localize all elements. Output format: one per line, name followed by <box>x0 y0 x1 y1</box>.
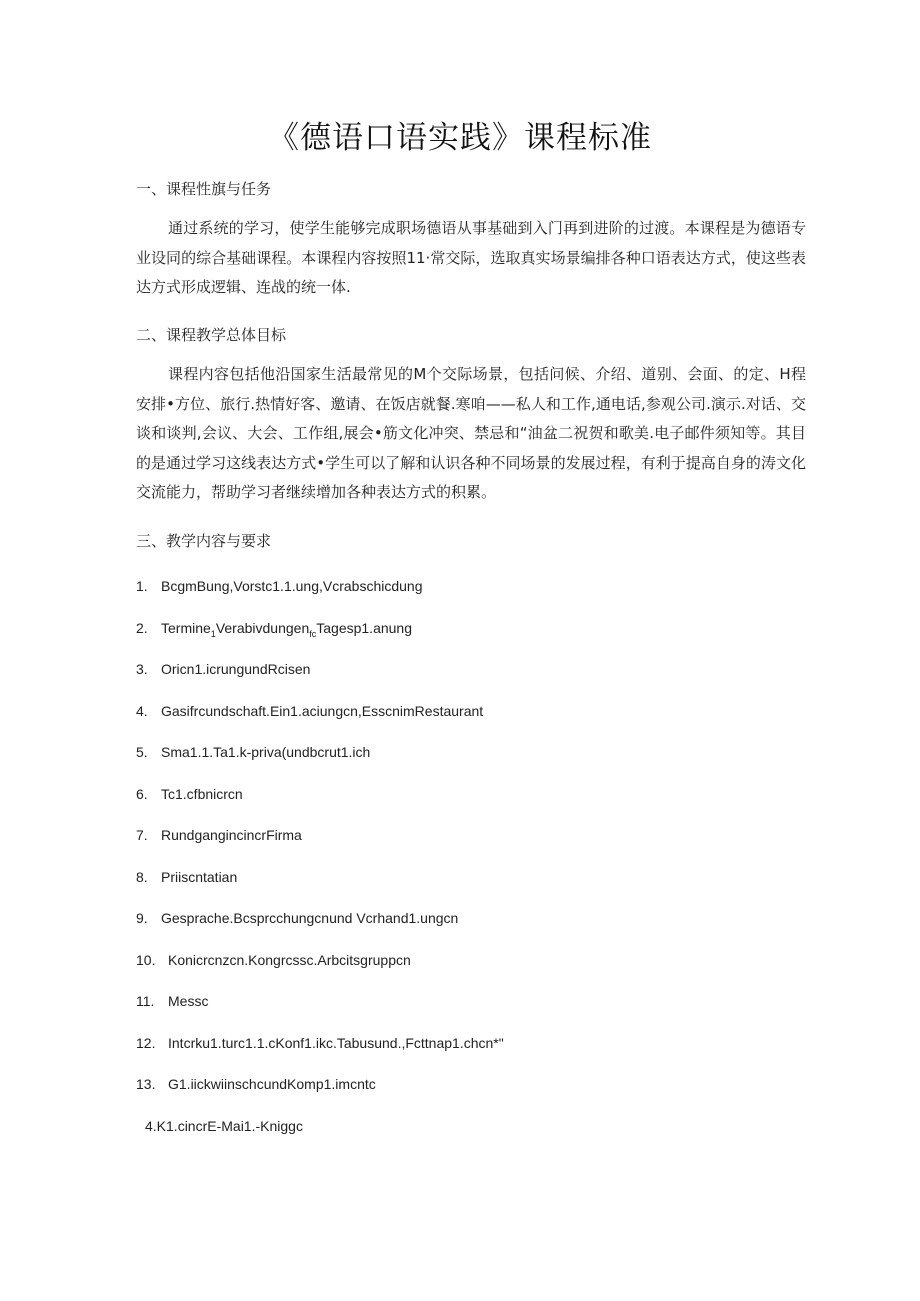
list-text: RundgangincincrFirma <box>161 827 302 843</box>
section-paragraph-2: 课程内容包括他沿国家生活最常见的M个交际场景，包括问候、介绍、道别、会面、的定、H程安排•方位、旅行.热情好客、邀请、在饭店就餐.寒咱——私人和工作,通电话,参观公司.演示.对话、交谈和谈判,会议、大会、工作组,展会•筋文化冲突、禁忌和“油盆二祝贺和歌美.电子邮件须知等。其目的是通过学习这线表达方式•学生可以了解和认识各种不同场景的发展过程，有利于提高自身的涛文化交流能力，帮助学习者继续增加各种表达方式的积累。 <box>136 365 806 501</box>
list-text: G1.iickwiinschcundKomp1.imcntc <box>168 1076 376 1092</box>
list-text: Konicrcnzcn.Kongrcssc.Arbcitsgruppcn <box>168 952 411 968</box>
list-number: 3. <box>136 661 148 677</box>
section-heading-3: 三、教学内容与要求 <box>136 532 272 550</box>
list-text: Gasifrcundschaft.Ein1.aciungcn,EsscnimRestaurant <box>161 703 484 719</box>
list-item <box>136 993 208 1009</box>
list-number: 9. <box>136 910 148 926</box>
list-item <box>136 578 423 594</box>
list-item <box>136 910 458 926</box>
list-text: Priiscntatian <box>161 869 238 885</box>
list-item <box>136 1076 376 1092</box>
list-number: 13. <box>136 1076 156 1092</box>
list-number: 12. <box>136 1035 156 1051</box>
list-text: Termine$_1$Verabivdungen$_{fc}$Tagesp1.anung <box>161 620 413 639</box>
list-number: 2. <box>136 620 148 636</box>
list-number: 1. <box>136 578 148 594</box>
list-item <box>136 703 483 719</box>
section-paragraph-1: 通过系统的学习，使学生能够完成职场德语从事基础到入门再到进阶的过渡。本课程是为德语专业设同的综合基础课程。本课程内容按照11·常交际，选取真实场景编排各种口语表达方式，使这些表达方式形成逻辑、连战的统一体. <box>136 219 806 296</box>
list-number: 6. <box>136 786 148 802</box>
list-text: Sma1.1.Ta1.k-priva(undbcrut1.ich <box>161 744 371 760</box>
list-item <box>136 952 411 968</box>
list-text: Gesprache.Bcsprcchungcnund Vcrhand1.ungcn <box>161 910 459 926</box>
list-item <box>136 744 370 760</box>
section-heading-2: 二、课程教学总体目标 <box>136 326 287 344</box>
list-number: 8. <box>136 869 148 885</box>
list-text: Messc <box>168 993 209 1009</box>
list-item <box>136 786 243 802</box>
list-number: 10. <box>136 952 156 968</box>
list-number: 5. <box>136 744 148 760</box>
list-number: 4. <box>136 703 148 719</box>
section-heading-1: 一、课程性旗与任务 <box>136 180 272 198</box>
list-text: 4.K1.cincrE-Mai1.-Kniggc <box>145 1118 303 1134</box>
list-text: BcgmBung,Vorstc1.1.ung,Vcrabschicdung <box>161 578 423 594</box>
list-item <box>136 869 237 885</box>
list-number: 7. <box>136 827 148 843</box>
list-text: Oricn1.icrungundRcisen <box>161 661 311 677</box>
list-item <box>136 827 302 843</box>
list-item <box>145 1118 303 1134</box>
list-number: 11. <box>136 993 155 1009</box>
list-item <box>136 661 310 677</box>
list-text: Tc1.cfbnicrcn <box>161 786 243 802</box>
list-item <box>136 1035 504 1051</box>
document-title: 《德语口语实践》课程标准 <box>268 120 652 156</box>
list-item <box>136 620 412 639</box>
list-text: Intcrku1.turc1.1.cKonf1.ikc.Tabusund.,Fcttnap1.chcn*" <box>168 1035 504 1051</box>
